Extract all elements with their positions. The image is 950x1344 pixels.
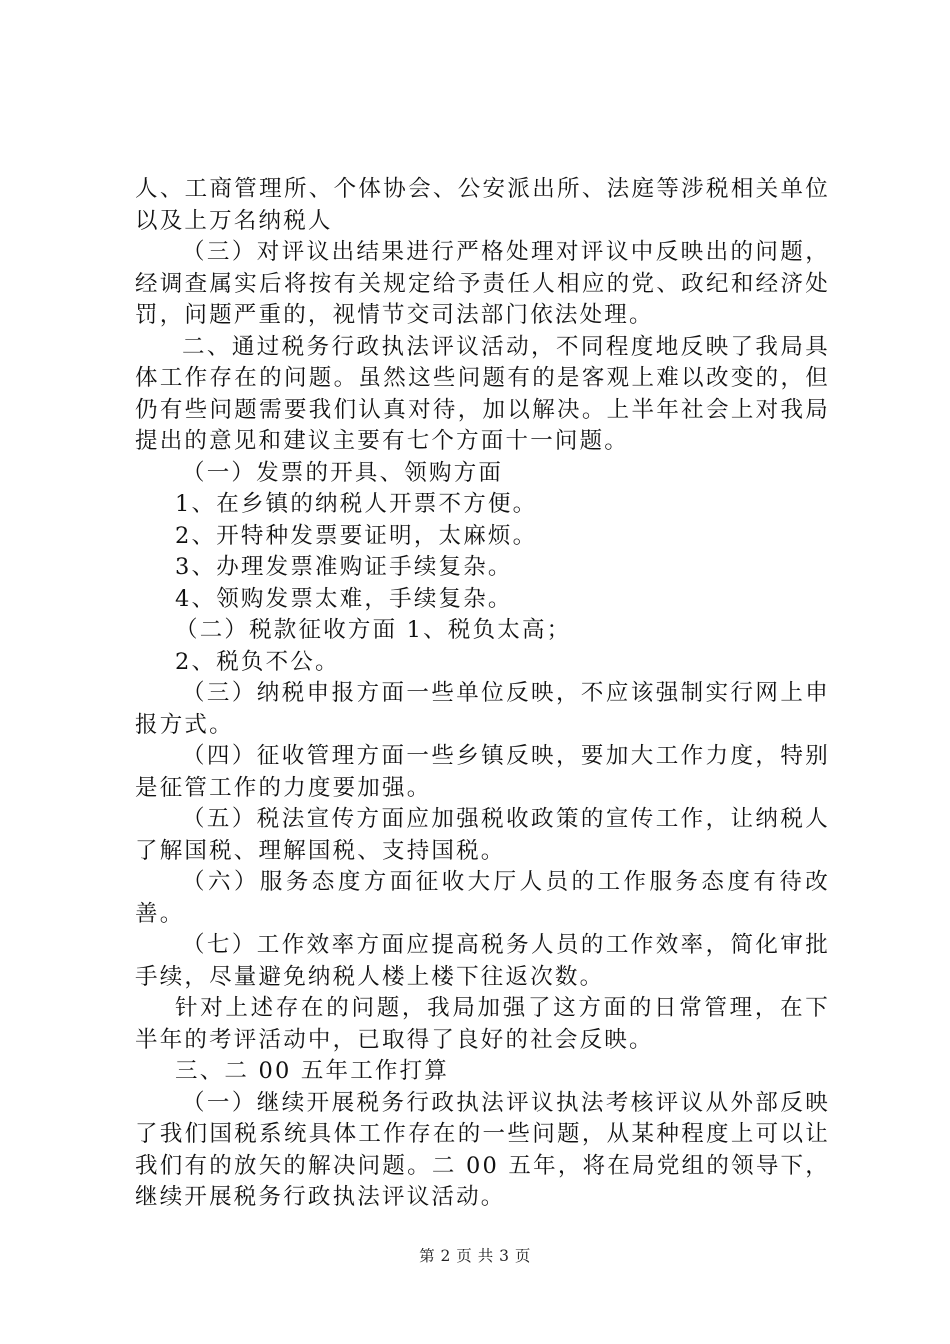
paragraph: （三）对评议出结果进行严格处理对评议中反映出的问题，经调查属实后将按有关规定给予责任人相应的党、政纪和经济处罚，问题严重的，视情节交司法部门依法处理。 [135, 239, 830, 328]
subsection-heading: （一）发票的开具、领购方面 [182, 459, 504, 486]
paragraph: （七）工作效率方面应提高税务人员的工作效率，简化审批手续，尽量避免纳税人楼上楼下往返次数。 [135, 932, 830, 990]
subsection-heading: （二）税款征收方面 1、税负太高； [175, 617, 572, 643]
paragraph: （一）继续开展税务行政执法评议执法考核评议从外部反映了我们国税系统具体工作存在的一些问题，从某种程度上可以让我们有的放矢的解决问题。二 00 五年，将在局党组的领导下，继续开展税务行政执法评议活动。 [135, 1089, 830, 1210]
paragraph: （五）税法宣传方面应加强税收政策的宣传工作，让纳税人了解国税、理解国税、支持国税。 [135, 806, 830, 864]
paragraph: 人、工商管理所、个体协会、公安派出所、法庭等涉税相关单位以及上万名纳税人 [135, 176, 830, 234]
paragraph: （三）纳税申报方面一些单位反映，不应该强制实行网上申报方式。 [135, 680, 830, 738]
document-body [135, 174, 830, 1214]
paragraph: 针对上述存在的问题，我局加强了这方面的日常管理，在下半年的考评活动中，已取得了良好的社会反映。 [135, 995, 830, 1053]
section-heading: 三、二 00 五年工作打算 [175, 1058, 450, 1084]
list-item: 2、税负不公。 [175, 648, 340, 675]
section-heading: 二、通过税务行政执法评议活动，不同程度地反映了我局具体工作存在的问题。虽然这些问题有的是客观上难以改变的，但仍有些问题需要我们认真对待，加以解决。上半年社会上对我局提出的意见和建议主要有七个方面十一问题。 [135, 333, 830, 454]
paragraph: （六）服务态度方面征收大厅人员的工作服务态度有待改善。 [135, 869, 830, 927]
list-item: 1、在乡镇的纳税人开票不方便。 [175, 491, 538, 517]
page-number-footer: 第 2 页 共 3 页 [419, 1247, 531, 1265]
paragraph: （四）征收管理方面一些乡镇反映，要加大工作力度，特别是征管工作的力度要加强。 [135, 743, 830, 801]
list-item: 3、办理发票准购证手续复杂。 [175, 554, 513, 580]
list-item: 4、领购发票太难，手续复杂。 [175, 585, 513, 612]
list-item: 2、开特种发票要证明，太麻烦。 [175, 522, 538, 549]
